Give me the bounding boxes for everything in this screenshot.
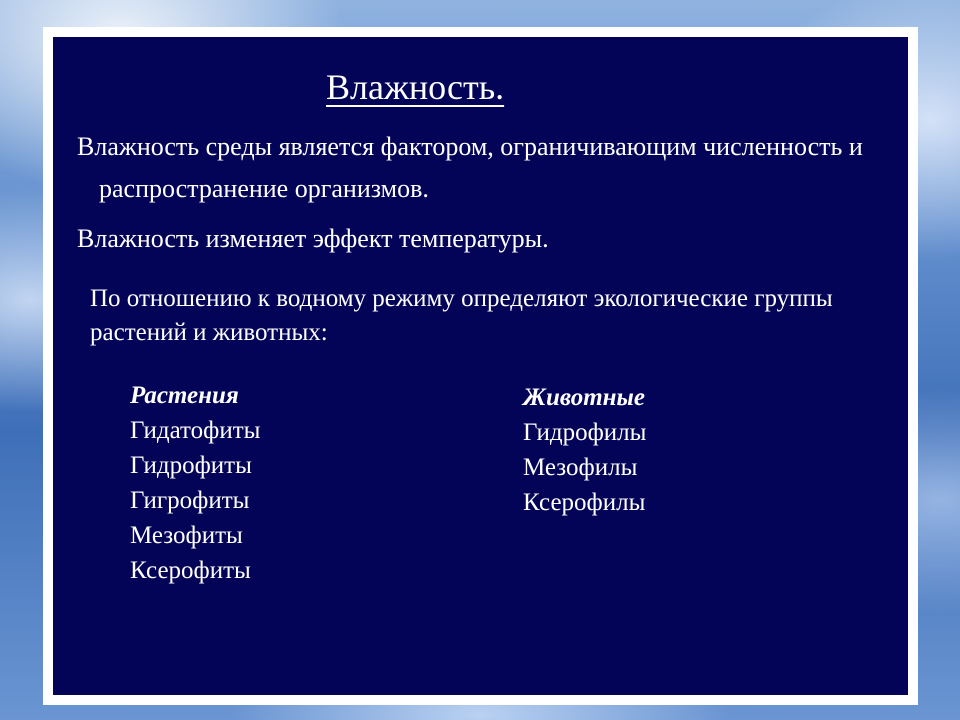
plants-item: Ксерофиты [130, 557, 251, 584]
plants-column [130, 378, 260, 588]
intro-text: По отношению к водному режиму определяют экологические группы растений и животных: [90, 285, 833, 346]
bullet-humidity-limiting-factor: Влажность среды является фактором, ограничивающим численность и распространение организмов. [77, 132, 863, 203]
slide-title: Влажность. [326, 67, 505, 107]
animals-header: Животные [523, 384, 645, 411]
animals-item: Ксерофилы [523, 489, 646, 516]
plants-item: Мезофиты [130, 522, 243, 549]
plants-item: Гигрофиты [130, 487, 250, 514]
plants-header: Растения [130, 382, 239, 409]
plants-item: Гидатофиты [130, 417, 261, 444]
bullet-humidity-temperature-effect: Влажность изменяет эффект температуры. [77, 224, 549, 253]
animals-item: Мезофилы [523, 454, 638, 481]
animals-item: Гидрофилы [523, 419, 647, 446]
plants-item: Гидрофиты [130, 452, 252, 479]
animals-column [523, 380, 646, 520]
